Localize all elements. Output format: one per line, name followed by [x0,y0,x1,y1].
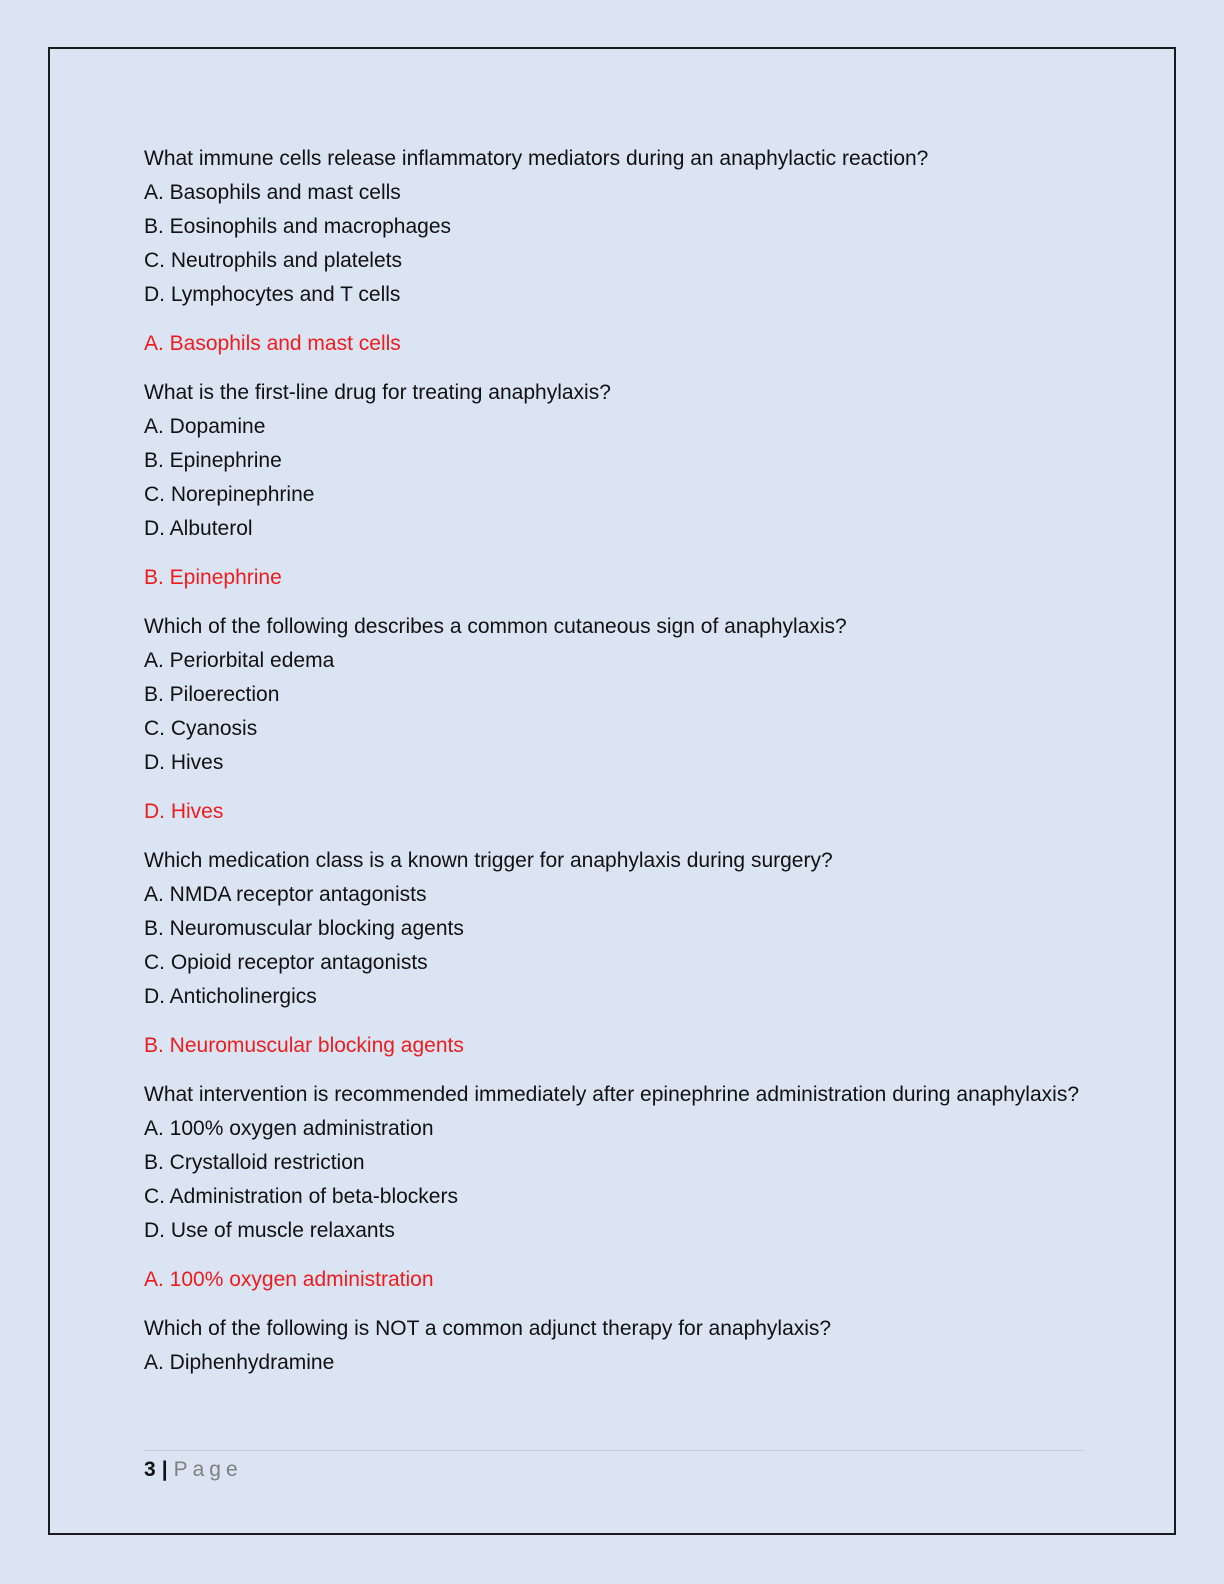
option-d: D. Hives [144,751,224,774]
option-a: A. NMDA receptor antagonists [144,883,427,906]
answer-text: B. Neuromuscular blocking agents [144,1034,464,1057]
option-a: A. 100% oxygen administration [144,1117,434,1140]
question-text: What is the first-line drug for treating anaphylaxis? [144,381,611,404]
page-label: Page [173,1458,243,1481]
option-c: C. Cyanosis [144,717,258,740]
question-text: Which of the following describes a common cutaneous sign of anaphylaxis? [144,615,847,638]
question-text: Which medication class is a known trigger for anaphylaxis during surgery? [144,849,833,872]
option-a: A. Basophils and mast cells [144,181,401,204]
question-text: What intervention is recommended immediately after epinephrine administration during anaphylaxis? [144,1083,1079,1106]
page-number: 3 [144,1458,156,1481]
option-d: D. Lymphocytes and T cells [144,283,401,306]
option-d: D. Albuterol [144,517,253,540]
footer-divider [144,1450,1084,1451]
option-a: A. Periorbital edema [144,649,335,672]
document-content [144,142,1084,1395]
question-text: Which of the following is NOT a common adjunct therapy for anaphylaxis? [144,1317,832,1340]
option-c: C. Neutrophils and platelets [144,249,402,272]
question-block [144,610,1084,780]
question-block [144,1312,1084,1380]
option-b: B. Epinephrine [144,449,282,472]
option-b: B. Eosinophils and macrophages [144,215,452,238]
question-block [144,142,1084,312]
option-b: B. Neuromuscular blocking agents [144,917,464,940]
option-a: A. Dopamine [144,415,266,438]
answer-text: B. Epinephrine [144,566,282,589]
answer-text: A. 100% oxygen administration [144,1268,434,1291]
answer-text: D. Hives [144,800,224,823]
question-block [144,376,1084,546]
option-b: B. Crystalloid restriction [144,1151,365,1174]
option-c: C. Norepinephrine [144,483,315,506]
option-c: C. Administration of beta-blockers [144,1185,458,1208]
page-footer [144,1456,243,1484]
question-text: What immune cells release inflammatory mediators during an anaphylactic reaction? [144,147,929,170]
option-c: C. Opioid receptor antagonists [144,951,428,974]
option-a: A. Diphenhydramine [144,1351,335,1374]
option-d: D. Use of muscle relaxants [144,1219,395,1242]
answer-text: A. Basophils and mast cells [144,332,401,355]
question-block [144,844,1084,1014]
option-b: B. Piloerection [144,683,280,706]
question-block [144,1078,1084,1248]
option-d: D. Anticholinergics [144,985,317,1008]
page-separator: | [161,1458,168,1481]
